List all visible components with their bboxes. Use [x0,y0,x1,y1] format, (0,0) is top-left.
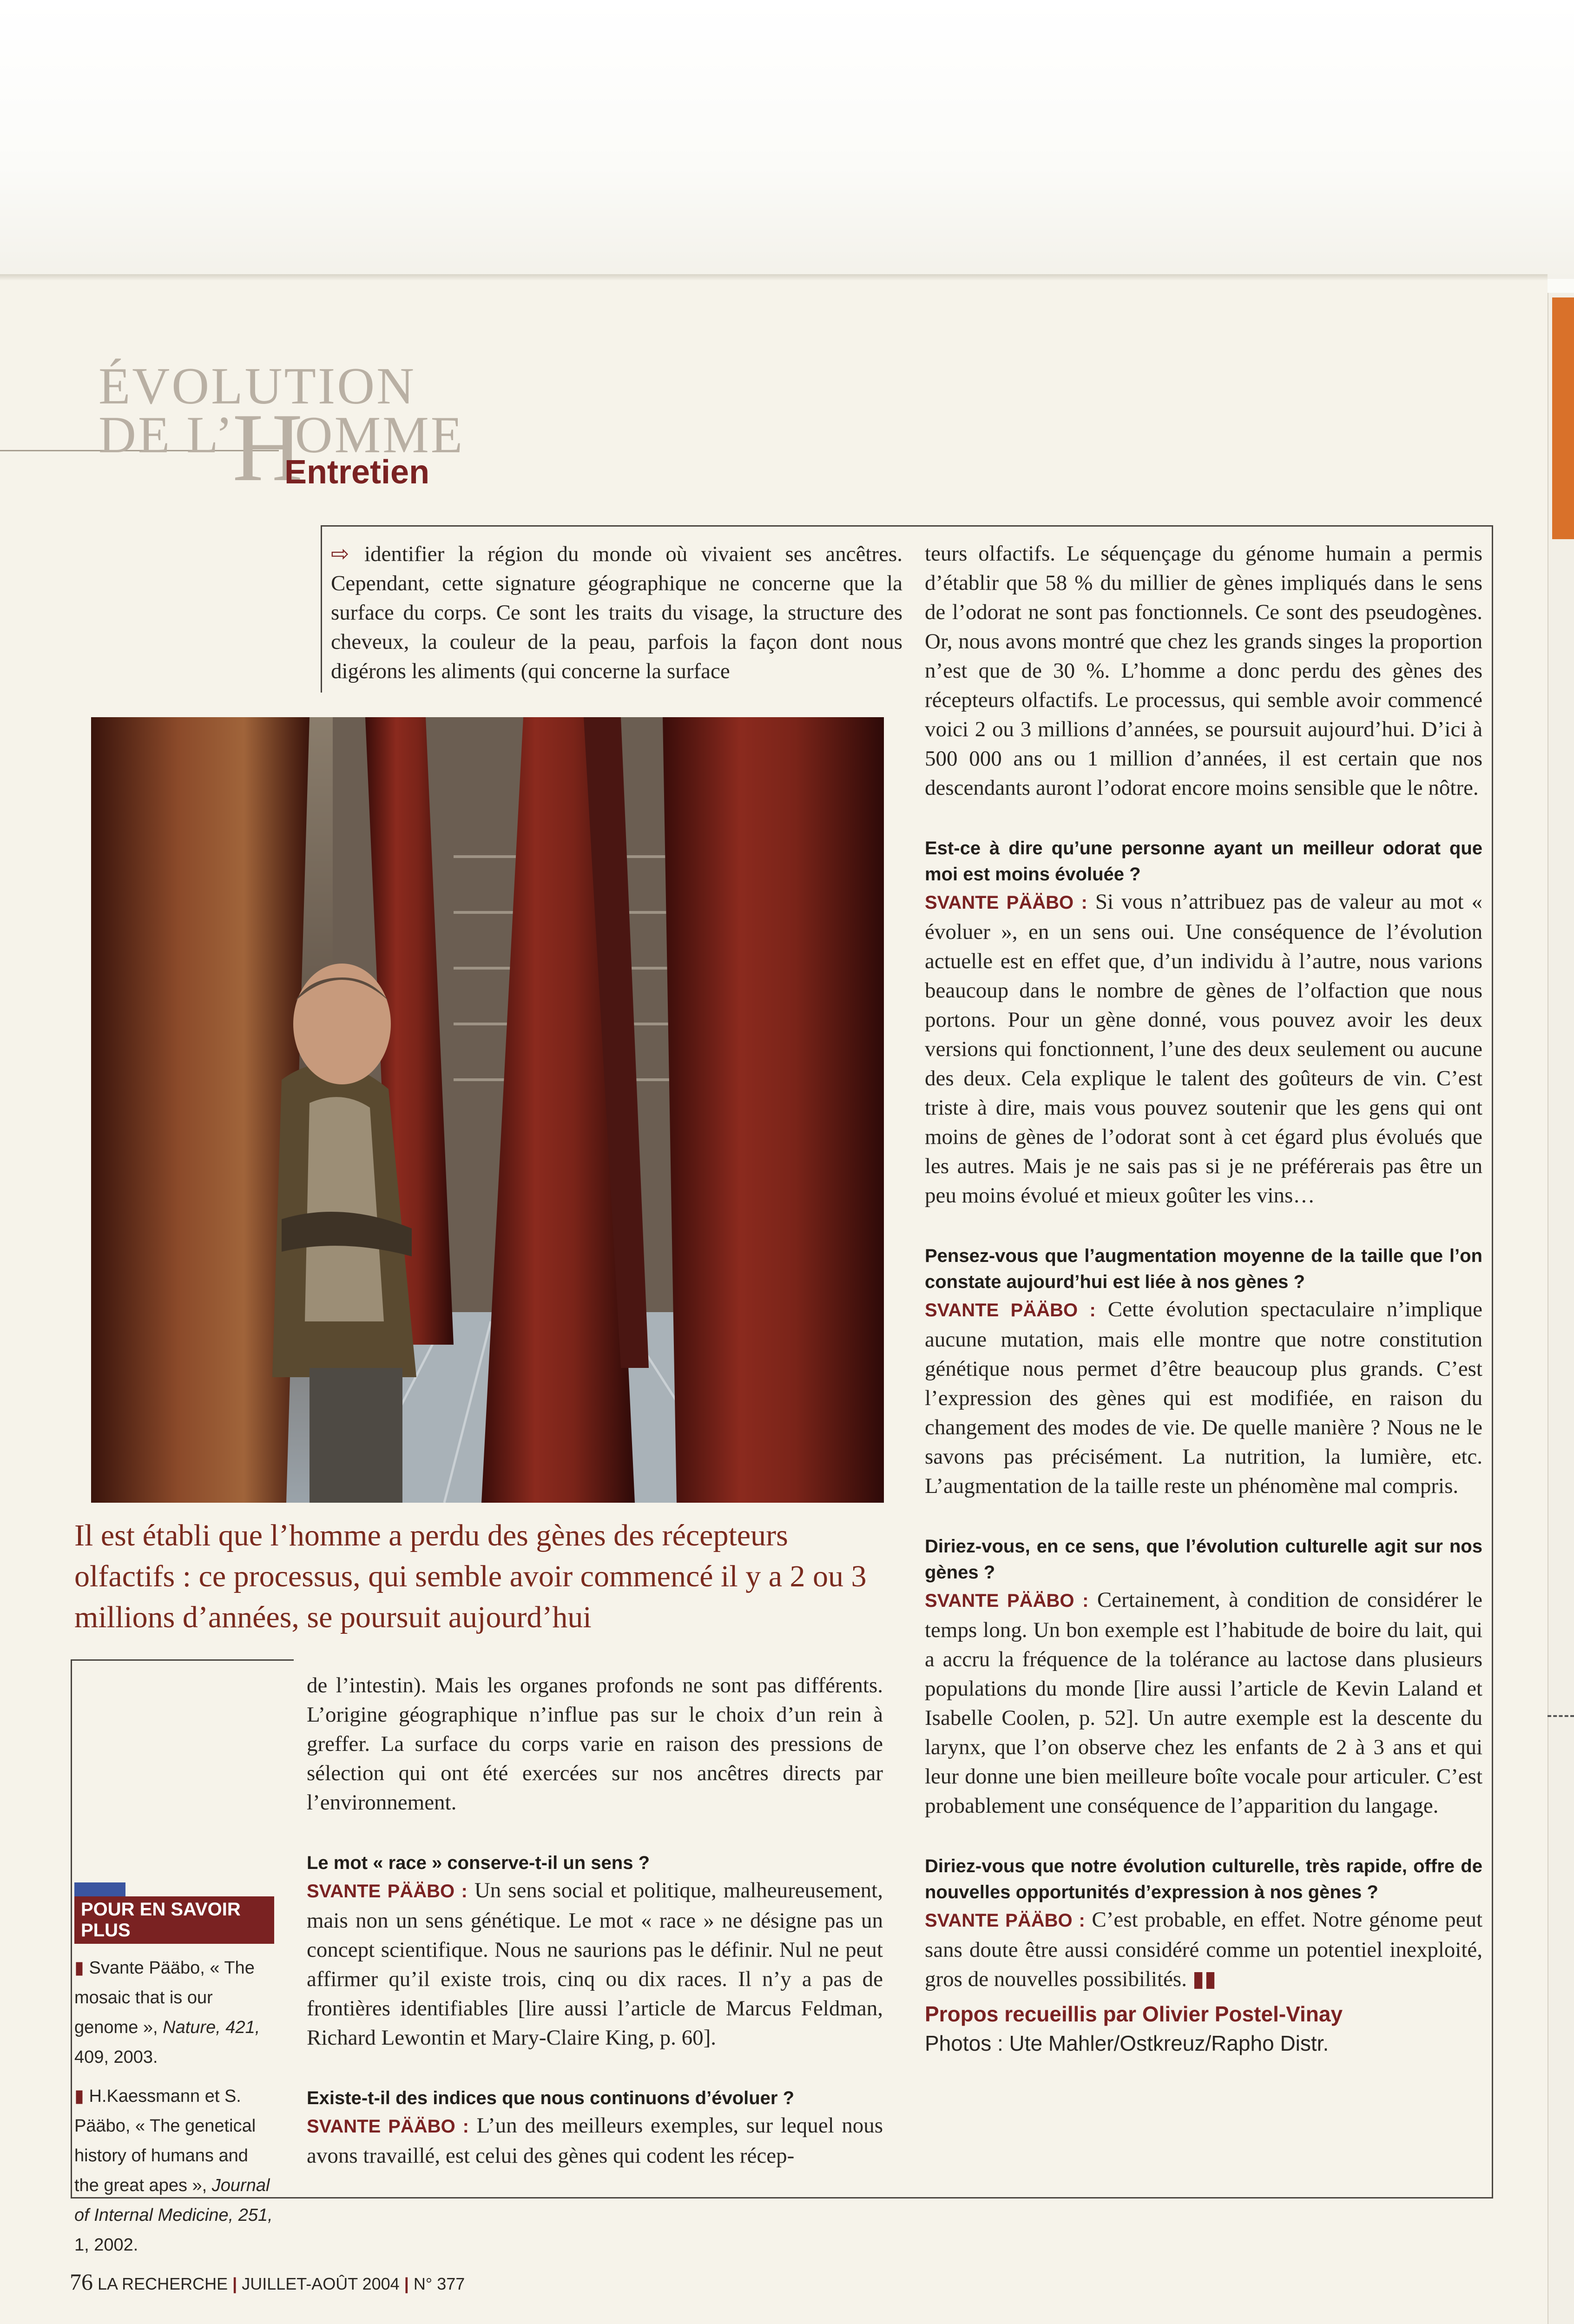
reference-item [74,2081,274,2260]
section-title-line1: ÉVOLUTION [99,357,416,415]
scan-background [0,0,1574,279]
interview-question: Pensez-vous que l’augmentation moyenne de la taille que l’on constate aujourd’hui est liée à nos gènes ? [925,1246,1482,1292]
answer-text: L’un des meilleurs exemples, sur lequel nous avons travaillé, est celui des gènes qui codent les récep- [307,2113,883,2168]
end-mark-icon: ▮▮ [1192,1967,1217,1991]
interview-question: Le mot « race » conserve-t-il un sens ? [307,1853,650,1873]
reference-item [74,1953,274,2072]
body-paragraph: teurs olfactifs. Le séquençage du génome humain a permis d’établir que 58 % du millier de gènes impliqués dans le sens de l’odorat ne sont pas fonctionnels. Ce sont des pseudogènes. Or, nous avons montré que chez les grands singes la proportion n’est que de 30 %. L’homme a donc perdu des gènes des récepteurs olfactifs. Le processus, qui semble avoir commencé voici 2 ou 3 millions d’années, se poursuit aujourd’hui. D’ici à 500 000 ans ou 1 million d’années, il est certain que nos descendants auront l’odorat encore moins sensible que le nôtre. [925,541,1482,800]
frame-top-rule [321,525,1492,527]
speaker-name: SVANTE PÄÄBO : [307,2116,469,2137]
frame-bottom-rule [71,2197,1493,2199]
photo-credit: Photos : Ute Mahler/Ostkreuz/Rapho Distr. [925,2031,1329,2055]
frame-lower-top-rule [71,1659,294,1661]
body-paragraph: de l’intestin). Mais les organes profonds ne sont pas différents. L’origine géographique n’influe pas sur le choix d’un rein à greffer. La surface du corps varie en raison des pressions de sélection qui ont été exercées sur nos ancêtres directs par l’environnement. [307,1673,883,1815]
issue-number: N° 377 [413,2274,465,2293]
article-column-left-top [331,539,902,686]
reference-bullet: ▮ [74,2086,84,2106]
reference-journal: Journal of Internal Medicine, 251, [74,2176,273,2225]
interview-question: Diriez-vous, en ce sens, que l’évolution culturelle agit sur nos gènes ? [925,1536,1482,1583]
answer-text: Cette évolution spectaculaire n’implique aucune mutation, mais elle montre que notre constitution génétique nous permet d’être beaucoup plus grands. C’est l’expression des gènes qui est modifiée, en raison du changement des modes de vie. De quelle manière ? Nous ne le savons pas précisément. La nutrition, la lumière, etc. L’augmentation de la taille reste un phénomène mal compris. [925,1297,1483,1498]
reference-text: 409, 2003. [74,2047,158,2067]
speaker-name: SVANTE PÄÄBO : [925,1910,1085,1931]
reference-journal: Nature, 421, [163,2018,260,2037]
speaker-name: SVANTE PÄÄBO : [925,1591,1089,1611]
interview-question: Est-ce à dire qu’une personne ayant un meilleur odorat que moi est moins évoluée ? [925,838,1482,885]
interview-question: Existe-t-il des indices que nous continuons d’évoluer ? [307,2088,795,2108]
section-subtitle: Entretien [284,454,430,491]
interview-question: Diriez-vous que notre évolution culturelle, très rapide, offre de nouvelles opportunités d’expression à nos gènes ? [925,1856,1482,1902]
article-column-left-bottom [307,1671,883,2171]
next-page-edge [1548,293,1574,2324]
frame-right-rule [1492,525,1493,2199]
read-more-blue-tab [74,1882,125,1896]
answer-text: Un sens social et politique, malheureusement, mais non un sens génétique. Le mot « race » ne désigne pas un concept scientifique. Nous ne saurions pas le définir. Nul ne peut affirmer qu’il existe trois, cinq ou dix races. Il n’y a pas de frontières identifiables [lire aussi l’article de Marcus Feldman, Richard Lewontin et Mary-Claire King, p. 60]. [307,1878,883,2050]
speaker-name: SVANTE PÄÄBO : [307,1881,468,1901]
answer-text: Si vous n’attribuez pas de valeur au mot « évoluer », en un sens oui. Une conséquence de l’évolution actuelle est en effet que, d’un individu à l’autre, nous varions beaucoup dans le nombre de gènes de l’olfaction que nous portons. Pour un gène donné, vous pouvez avoir les deux versions qui fonctionnent, l’une des deux seulement ou aucune des deux. Cela explique le talent des goûteurs de vin. C’est triste à dire, mais vous pouvez soutenir que les gens qui ont moins de gènes de l’odorat sont à cet égard plus évolués que les autres. Mais je ne sais pas si je ne préférerais pas être un peu moins évolué et mieux goûter les vins… [925,890,1483,1208]
speaker-name: SVANTE PÄÄBO : [925,892,1087,913]
speaker-name: SVANTE PÄÄBO : [925,1300,1096,1320]
title-suffix: OMME [295,406,465,464]
frame-left-upper-rule [321,525,322,693]
article-column-right [925,539,1482,2058]
reference-text: 1, 2002. [74,2235,138,2255]
page-footer [70,2268,465,2295]
reference-text: H.Kaessmann et S. Pääbo, « The genetical history of humans and the great apes », [74,2086,256,2195]
answer-text: Certainement, à condition de considérer le temps long. Un bon exemple est l’habitude de boire du lait, qui a accru la fréquence de la tolérance au lactose dans plusieurs populations du monde [lire aussi l’article de Kevin Laland et Isabelle Coolen, p. 52]. Un autre exemple est la descente du larynx, que l’on observe chez les enfants de 2 à 3 ans et qui leur donne une bien meilleure boîte vocale pour articuler. C’est probablement une conséquence de l’apparition du langage. [925,1588,1482,1818]
title-big-letter: H [232,394,303,502]
reference-bullet: ▮ [74,1958,84,1978]
continuation-arrow-icon: ⇨ [331,541,364,567]
answer-text: C’est probable, en effet. Notre génome peut sans doute être aussi considéré comme un potentiel inexploité, gros de nouvelles possibilités. [925,1908,1482,1991]
issue-date: JUILLET-AOÛT 2004 [242,2274,400,2293]
next-page-dashed-rule [1548,1715,1574,1717]
page-number: 76 [70,2269,93,2295]
signature: Propos recueillis par Olivier Postel-Vinay [925,2002,1343,2026]
next-page-orange-band [1552,297,1574,539]
portrait-photo [91,717,884,1503]
frame-left-lower-rule [71,1659,72,2199]
reference-text: Svante Pääbo, « The mosaic that is our genome », [74,1958,255,2037]
title-prefix: DE L’ [99,406,235,464]
body-text: identifier la région du monde où vivaient ses ancêtres. Cependant, cette signature géographique ne concerne que la surface du corps. Ce sont les traits du visage, la structure des cheveux, la couleur de la peau, parfois la façon dont nous digérons les aliments (qui concerne la surface [331,542,902,683]
magazine-name: LA RECHERCHE [98,2274,228,2293]
page-edge-shadow [0,274,1548,281]
footer-separator: | [404,2274,409,2293]
photo-illustration [91,717,884,1503]
pull-quote: Il est établi que l’homme a perdu des gènes des récepteurs olfactifs : ce processus, qui semble avoir commencé il y a 2 ou 3 millions d’années, se poursuit aujourd’hui [74,1519,867,1634]
read-more-box [74,1882,274,2260]
read-more-title: POUR EN SAVOIR PLUS [74,1896,274,1944]
footer-separator: | [232,2274,237,2293]
